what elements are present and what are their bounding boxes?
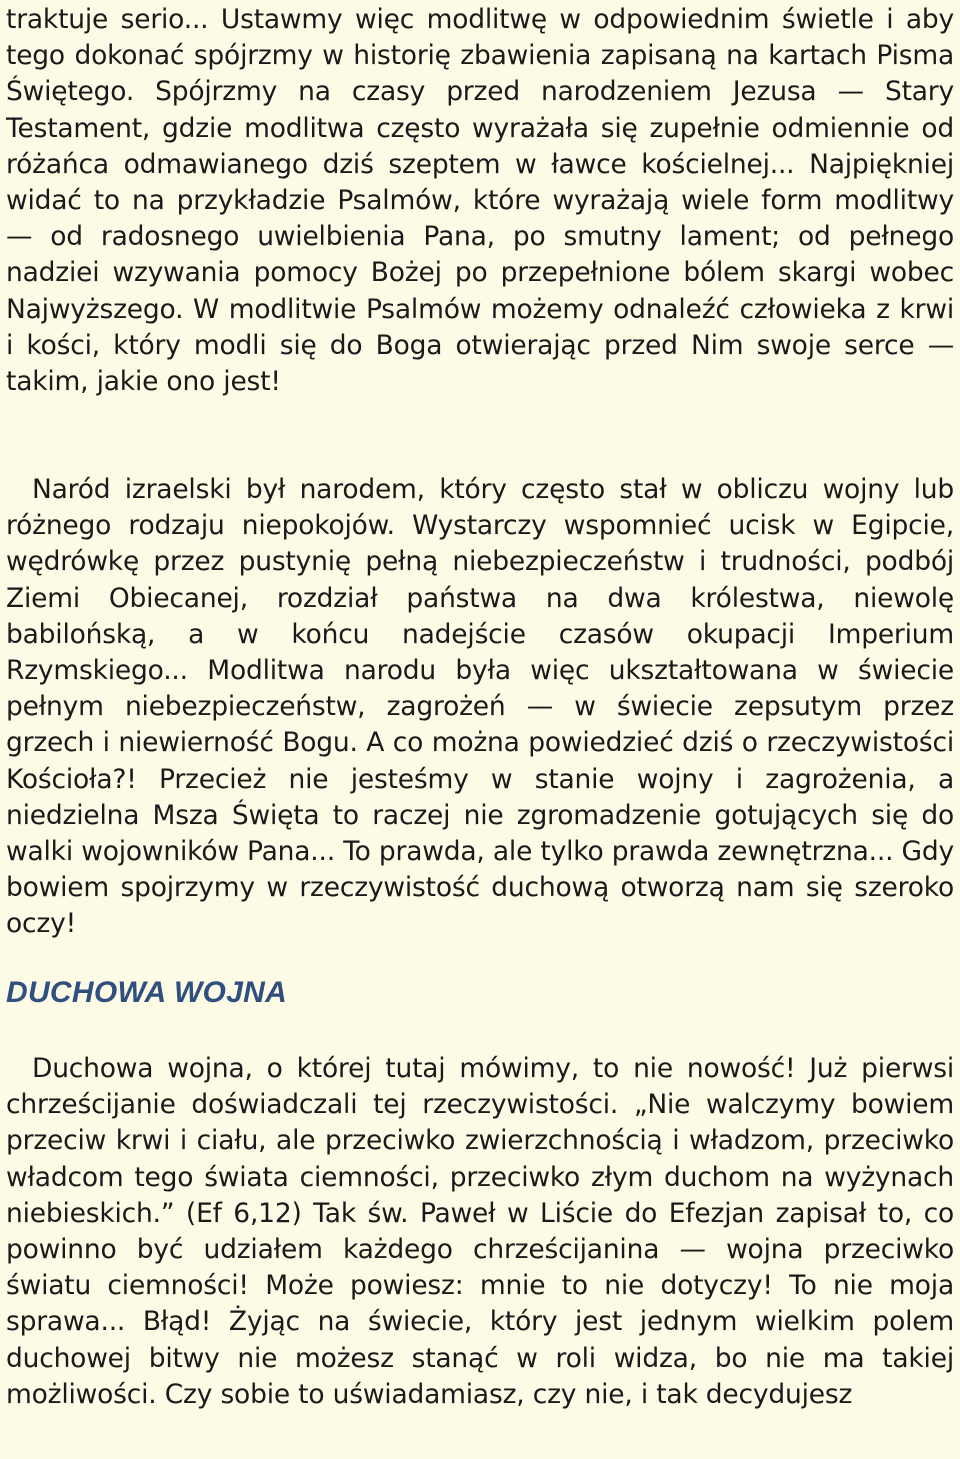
paragraph-israel: Naród izraelski był narodem, który często stał w obliczu wojny lub różnego rodzaju niepokojów. Wystarczy wspomnieć ucisk w Egipcie, wędrówkę przez pustynię pełną niebezpieczeństw i trudności, podbój Ziemi Obiecanej, rozdział państwa na dwa królestwa, niewolę babilońską, a w końcu nadejście czasów okupacji Imperium Rzymskiego... Modlitwa narodu była więc ukształtowana w świecie pełnym niebezpieczeństw, zagrożeń — w świecie zepsutym przez grzech i niewierność Bogu. A co można powiedzieć dziś o rzeczywistości Kościoła?! Przecież nie jesteśmy w stanie wojny i zagrożenia, a niedzielna Msza Święta to raczej nie zgromadzenie gotujących się do walki wojowników Pana... To prawda, ale tylko prawda zewnętrzna... Gdy bowiem spojrzymy w rzeczywistość duchową otworzą nam się szeroko oczy! [6,474,954,940]
paragraph-psalms: traktuje serio... Ustawmy więc modlitwę w odpowiednim świetle i aby tego dokonać spójrzmy w historię zbawienia zapisaną na kartach Pisma Świętego. Spójrzmy na czasy przed narodzeniem Jezusa — Stary Testament, gdzie modlitwa często wyrażała się zupełnie odmiennie od różańca odmawianego dziś szeptem w ławce kościelnej... Najpiękniej widać to na przykładzie Psalmów, które wyrażają wiele form modlitwy — od radosnego uwielbienia Pana, po smutny lament; od pełnego nadziei wzywania pomocy Bożej po przepełnione bólem skargi wobec Najwyższego. W modlitwie Psalmów możemy odnaleźć człowieka z krwi i kości, który modli się do Boga otwierając przed Nim swoje serce — takim, jakie ono jest! [6,4,954,398]
section-heading: DUCHOWA WOJNA [6,976,288,1009]
paragraph-spiritual-war: Duchowa wojna, o której tutaj mówimy, to nie nowość! Już pierwsi chrześcijanie doświadczali tej rzeczywistości. „Nie walczymy bowiem przeciw krwi i ciału, ale przeciwko zwierzchnością i władzom, przeciwko władcom tego świata ciemności, przeciwko złym duchom na wyżynach niebieskich.” (Ef 6,12) Tak św. Paweł w Liście do Efezjan zapisał to, co powinno być udziałem każdego chrześcijanina — wojna przeciwko światu ciemności! Może powiesz: mnie to nie dotyczy! To nie moja sprawa... Błąd! Żyjąc na świecie, który jest jednym wielkim polem duchowej bitwy nie możesz stanąć w roli widza, bo nie ma takiej możliwości. Czy sobie to uświadamiasz, czy nie, i tak decydujesz [6,1053,954,1410]
